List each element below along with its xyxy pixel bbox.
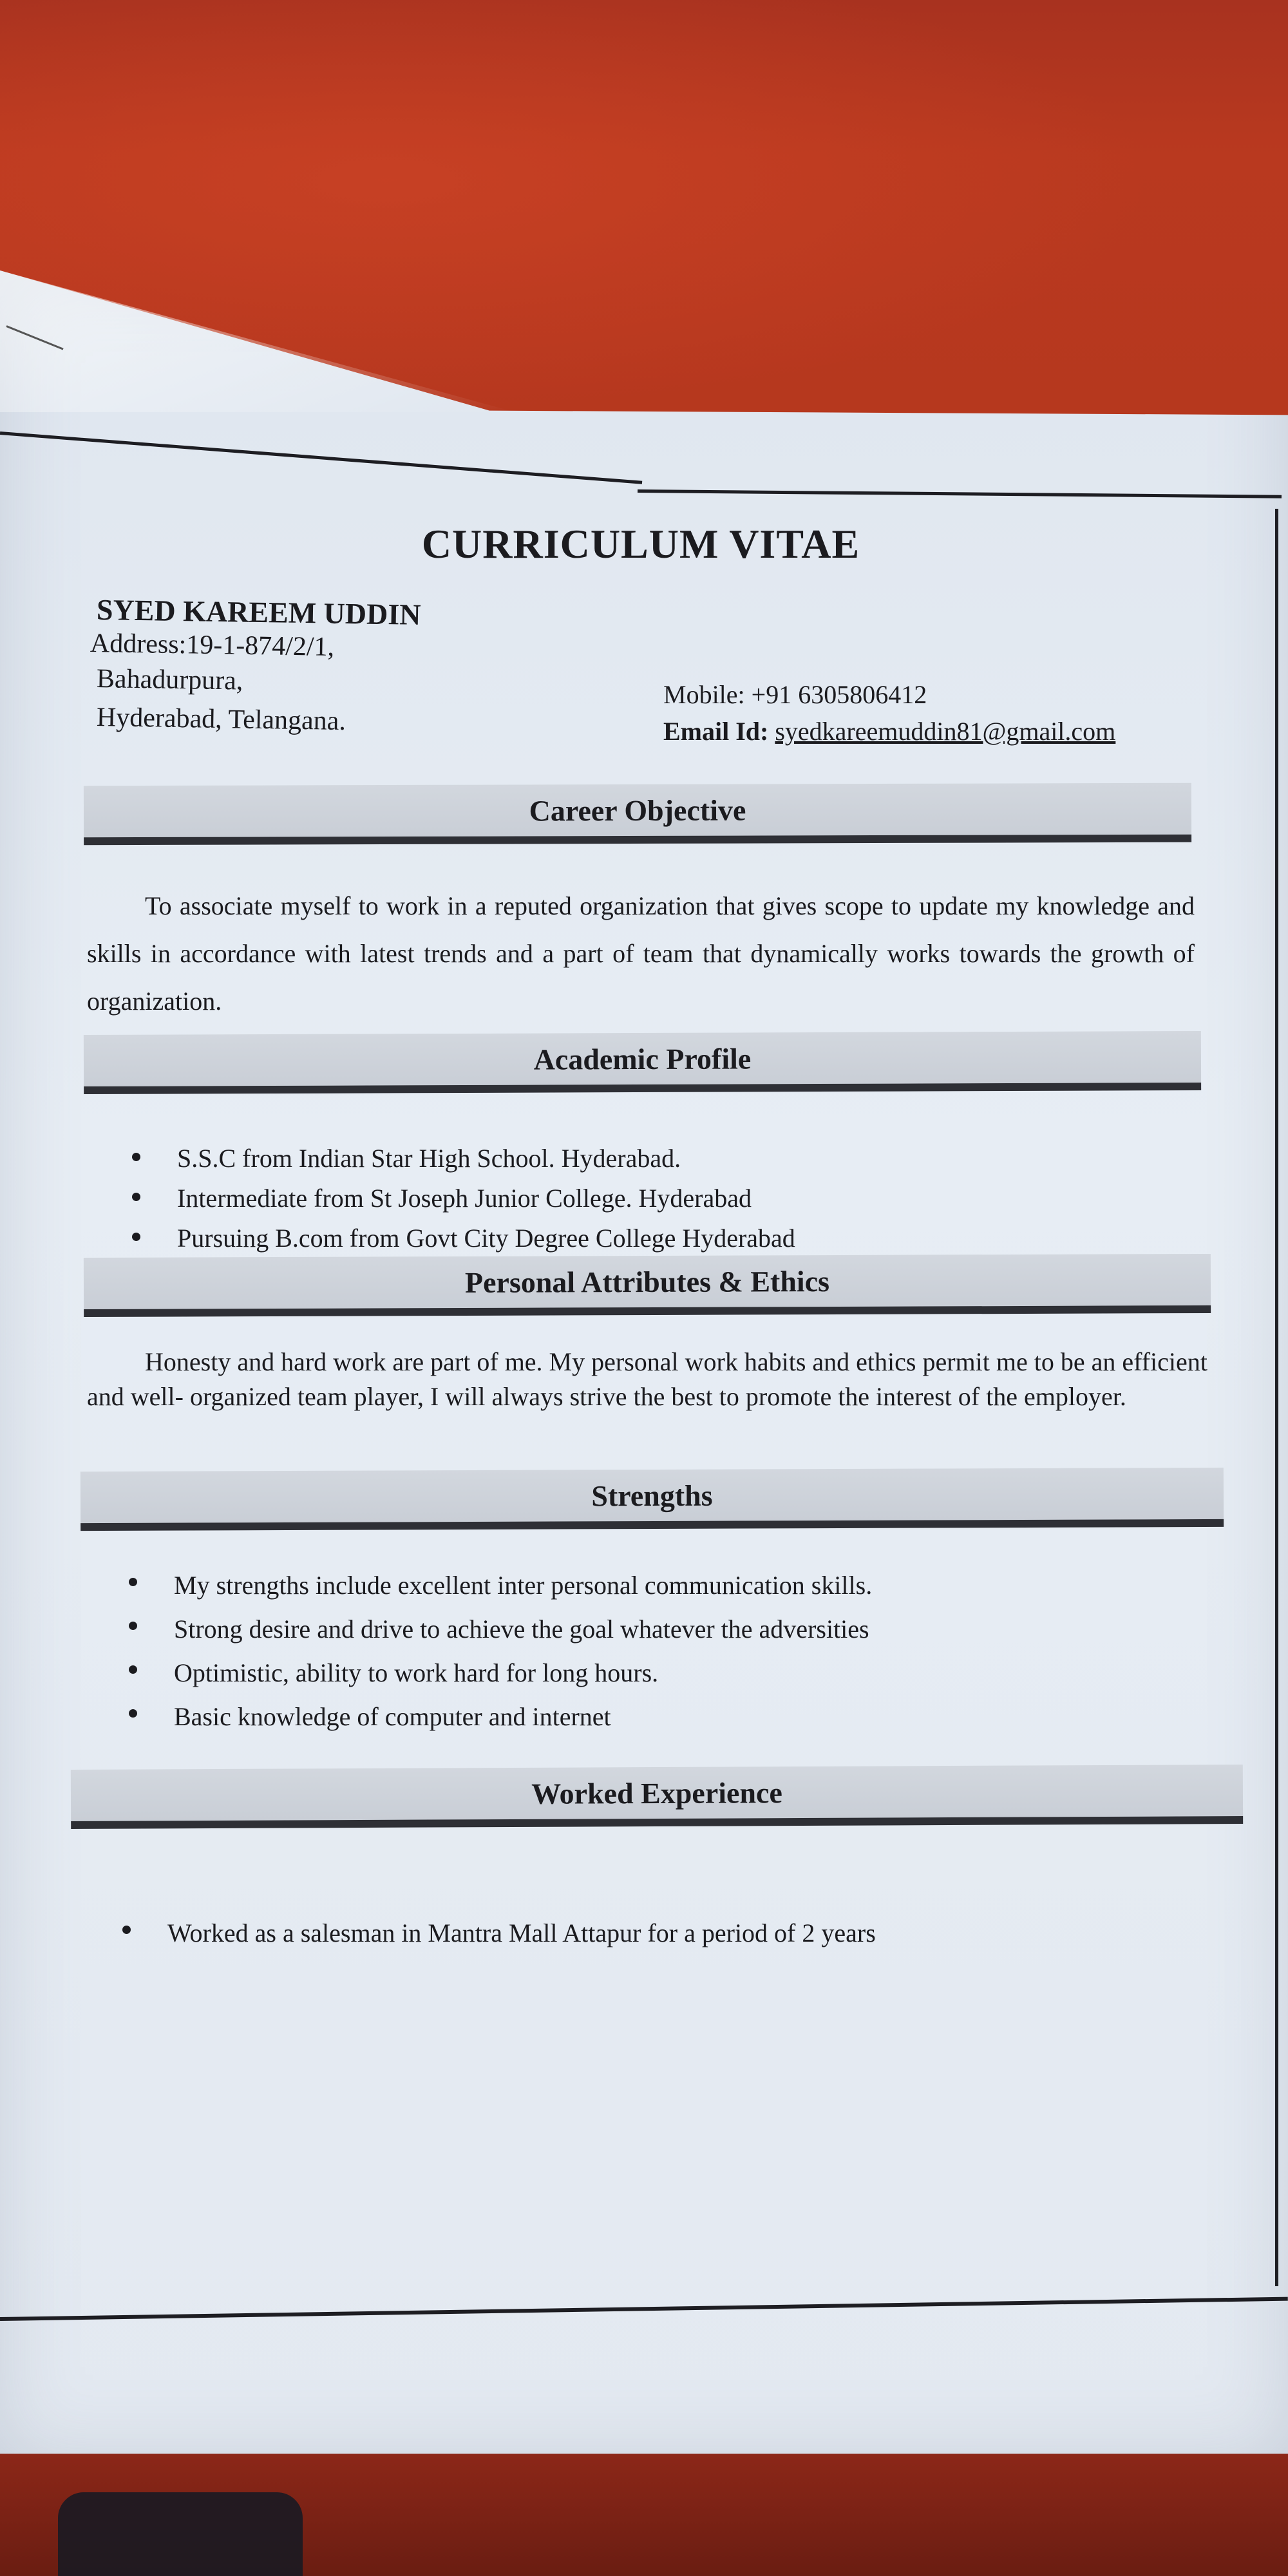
strengths-list xyxy=(129,1564,872,1739)
section-title: Career Objective xyxy=(529,793,746,828)
section-title: Personal Attributes & Ethics xyxy=(464,1265,830,1299)
list-item: Pursuing B.com from Govt City Degree College Hyderabad xyxy=(132,1218,795,1258)
section-header-personal-attributes xyxy=(84,1254,1211,1317)
section-header-worked-experience xyxy=(71,1765,1243,1829)
email-address[interactable]: syedkareemuddin81@gmail.com xyxy=(775,717,1116,746)
mobile-number: Mobile: +91 6305806412 xyxy=(663,680,927,709)
academic-list xyxy=(132,1139,795,1258)
list-item: S.S.C from Indian Star High School. Hyderabad. xyxy=(132,1139,795,1179)
address-line-2: Bahadurpura, xyxy=(96,664,243,696)
candidate-name: SYED KAREEM UDDIN xyxy=(96,593,421,631)
list-item: Strong desire and drive to achieve the goal whatever the adversities xyxy=(129,1607,872,1651)
bullet-icon xyxy=(122,1926,131,1934)
section-header-strengths xyxy=(80,1468,1224,1531)
bullet-icon xyxy=(129,1665,137,1674)
bullet-icon xyxy=(129,1578,137,1586)
experience-list xyxy=(122,1911,876,1955)
bullet-icon xyxy=(129,1709,137,1718)
bullet-icon xyxy=(132,1153,140,1161)
bullet-icon xyxy=(129,1622,137,1630)
list-item: Basic knowledge of computer and internet xyxy=(129,1695,872,1739)
list-item: Optimistic, ability to work hard for long hours. xyxy=(129,1651,872,1695)
list-item: Worked as a salesman in Mantra Mall Attapur for a period of 2 years xyxy=(122,1911,876,1955)
section-title: Worked Experience xyxy=(531,1776,782,1810)
section-header-career-objective xyxy=(84,783,1191,846)
email-row xyxy=(663,716,1115,746)
section-title: Academic Profile xyxy=(533,1042,752,1076)
personal-attributes-text: Honesty and hard work are part of me. My personal work habits and ethics permit me to be an efficient and well- organized team player, I will always strive the best to promote the interest of the employer. xyxy=(87,1347,1208,1411)
list-item: Intermediate from St Joseph Junior College. Hyderabad xyxy=(132,1179,795,1218)
bullet-icon xyxy=(132,1193,140,1201)
document-title: CURRICULUM VITAE xyxy=(421,521,860,567)
address-line-3: Hyderabad, Telangana. xyxy=(96,703,346,737)
list-item: My strengths include excellent inter personal communication skills. xyxy=(129,1564,872,1607)
dark-object xyxy=(58,2492,303,2576)
email-label: Email Id: xyxy=(663,717,769,746)
career-objective-text: To associate myself to work in a reputed organization that gives scope to update my knowledge and skills in accordance with latest trends and a part of team that dynamically works towards the growth of organization. xyxy=(87,891,1195,1016)
section-header-academic-profile xyxy=(84,1031,1201,1094)
bullet-icon xyxy=(132,1233,140,1241)
section-title: Strengths xyxy=(591,1479,713,1513)
address-line-1: Address:19-1-874/2/1, xyxy=(90,629,335,662)
